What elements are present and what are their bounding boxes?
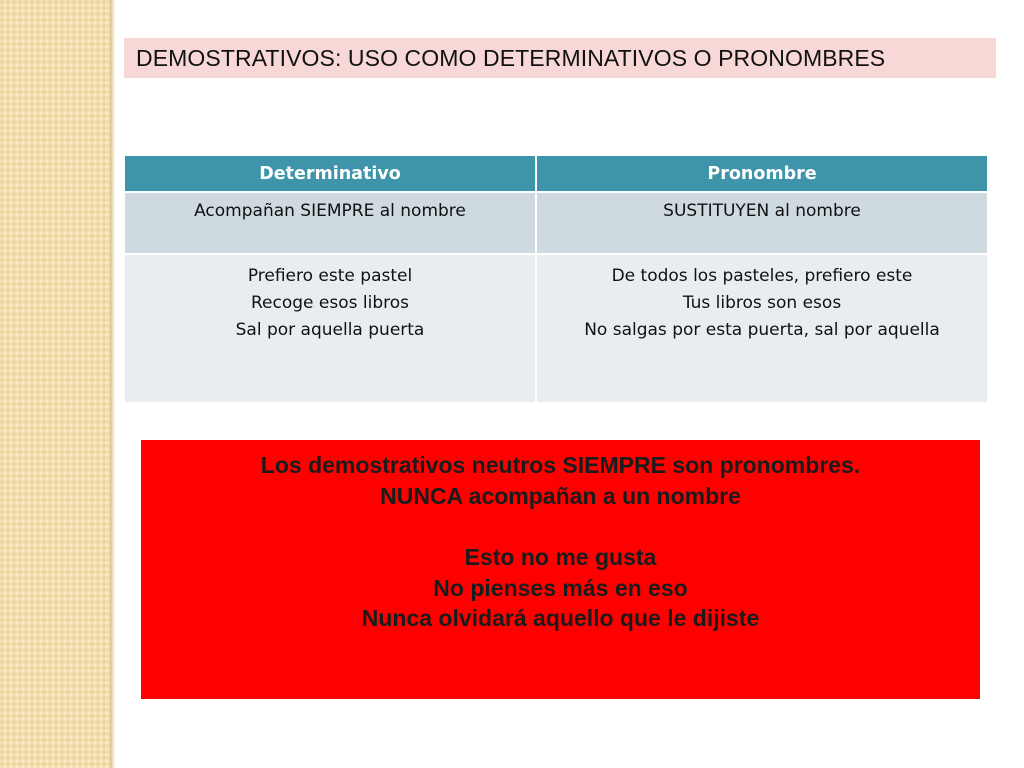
- definition-pronombre: SUSTITUYEN al nombre: [536, 192, 987, 254]
- title-bar: [124, 38, 996, 78]
- examples-pronombre: [536, 254, 987, 402]
- side-strip-edge: [110, 0, 115, 768]
- table-header-row: [125, 156, 987, 192]
- example-line: De todos los pasteles, prefiero este: [611, 266, 913, 286]
- examples-determinativo: [125, 254, 536, 402]
- example-line: Prefiero este pastel: [247, 266, 413, 286]
- definition-row: [125, 192, 987, 254]
- note-rule-line: NUNCA acompañan a un nombre: [380, 482, 741, 509]
- neuter-demonstratives-note: [141, 440, 980, 699]
- example-line: No salgas por esta puerta, sal por aquella: [584, 320, 940, 340]
- header-pronombre: Pronombre: [536, 156, 987, 192]
- definition-determinativo: Acompañan SIEMPRE al nombre: [125, 192, 536, 254]
- slide-title: DEMOSTRATIVOS: USO COMO DETERMINATIVOS O PRONOMBRES: [136, 44, 886, 71]
- example-line: Sal por aquella puerta: [235, 320, 425, 340]
- examples-row: [125, 254, 987, 402]
- decorative-side-strip: [0, 0, 113, 768]
- header-determinativo: Determinativo: [125, 156, 536, 192]
- note-rule-line: Los demostrativos neutros SIEMPRE son pronombres.: [260, 452, 861, 478]
- note-example-line: No pienses más en eso: [433, 574, 688, 601]
- note-example-line: Nunca olvidará aquello que le dijiste: [361, 605, 760, 631]
- example-line: Tus libros son esos: [682, 293, 842, 313]
- example-line: Recoge esos libros: [251, 293, 409, 313]
- note-example-line: Esto no me gusta: [464, 544, 657, 570]
- demonstratives-table: [125, 156, 987, 402]
- note-spacer: [141, 511, 980, 542]
